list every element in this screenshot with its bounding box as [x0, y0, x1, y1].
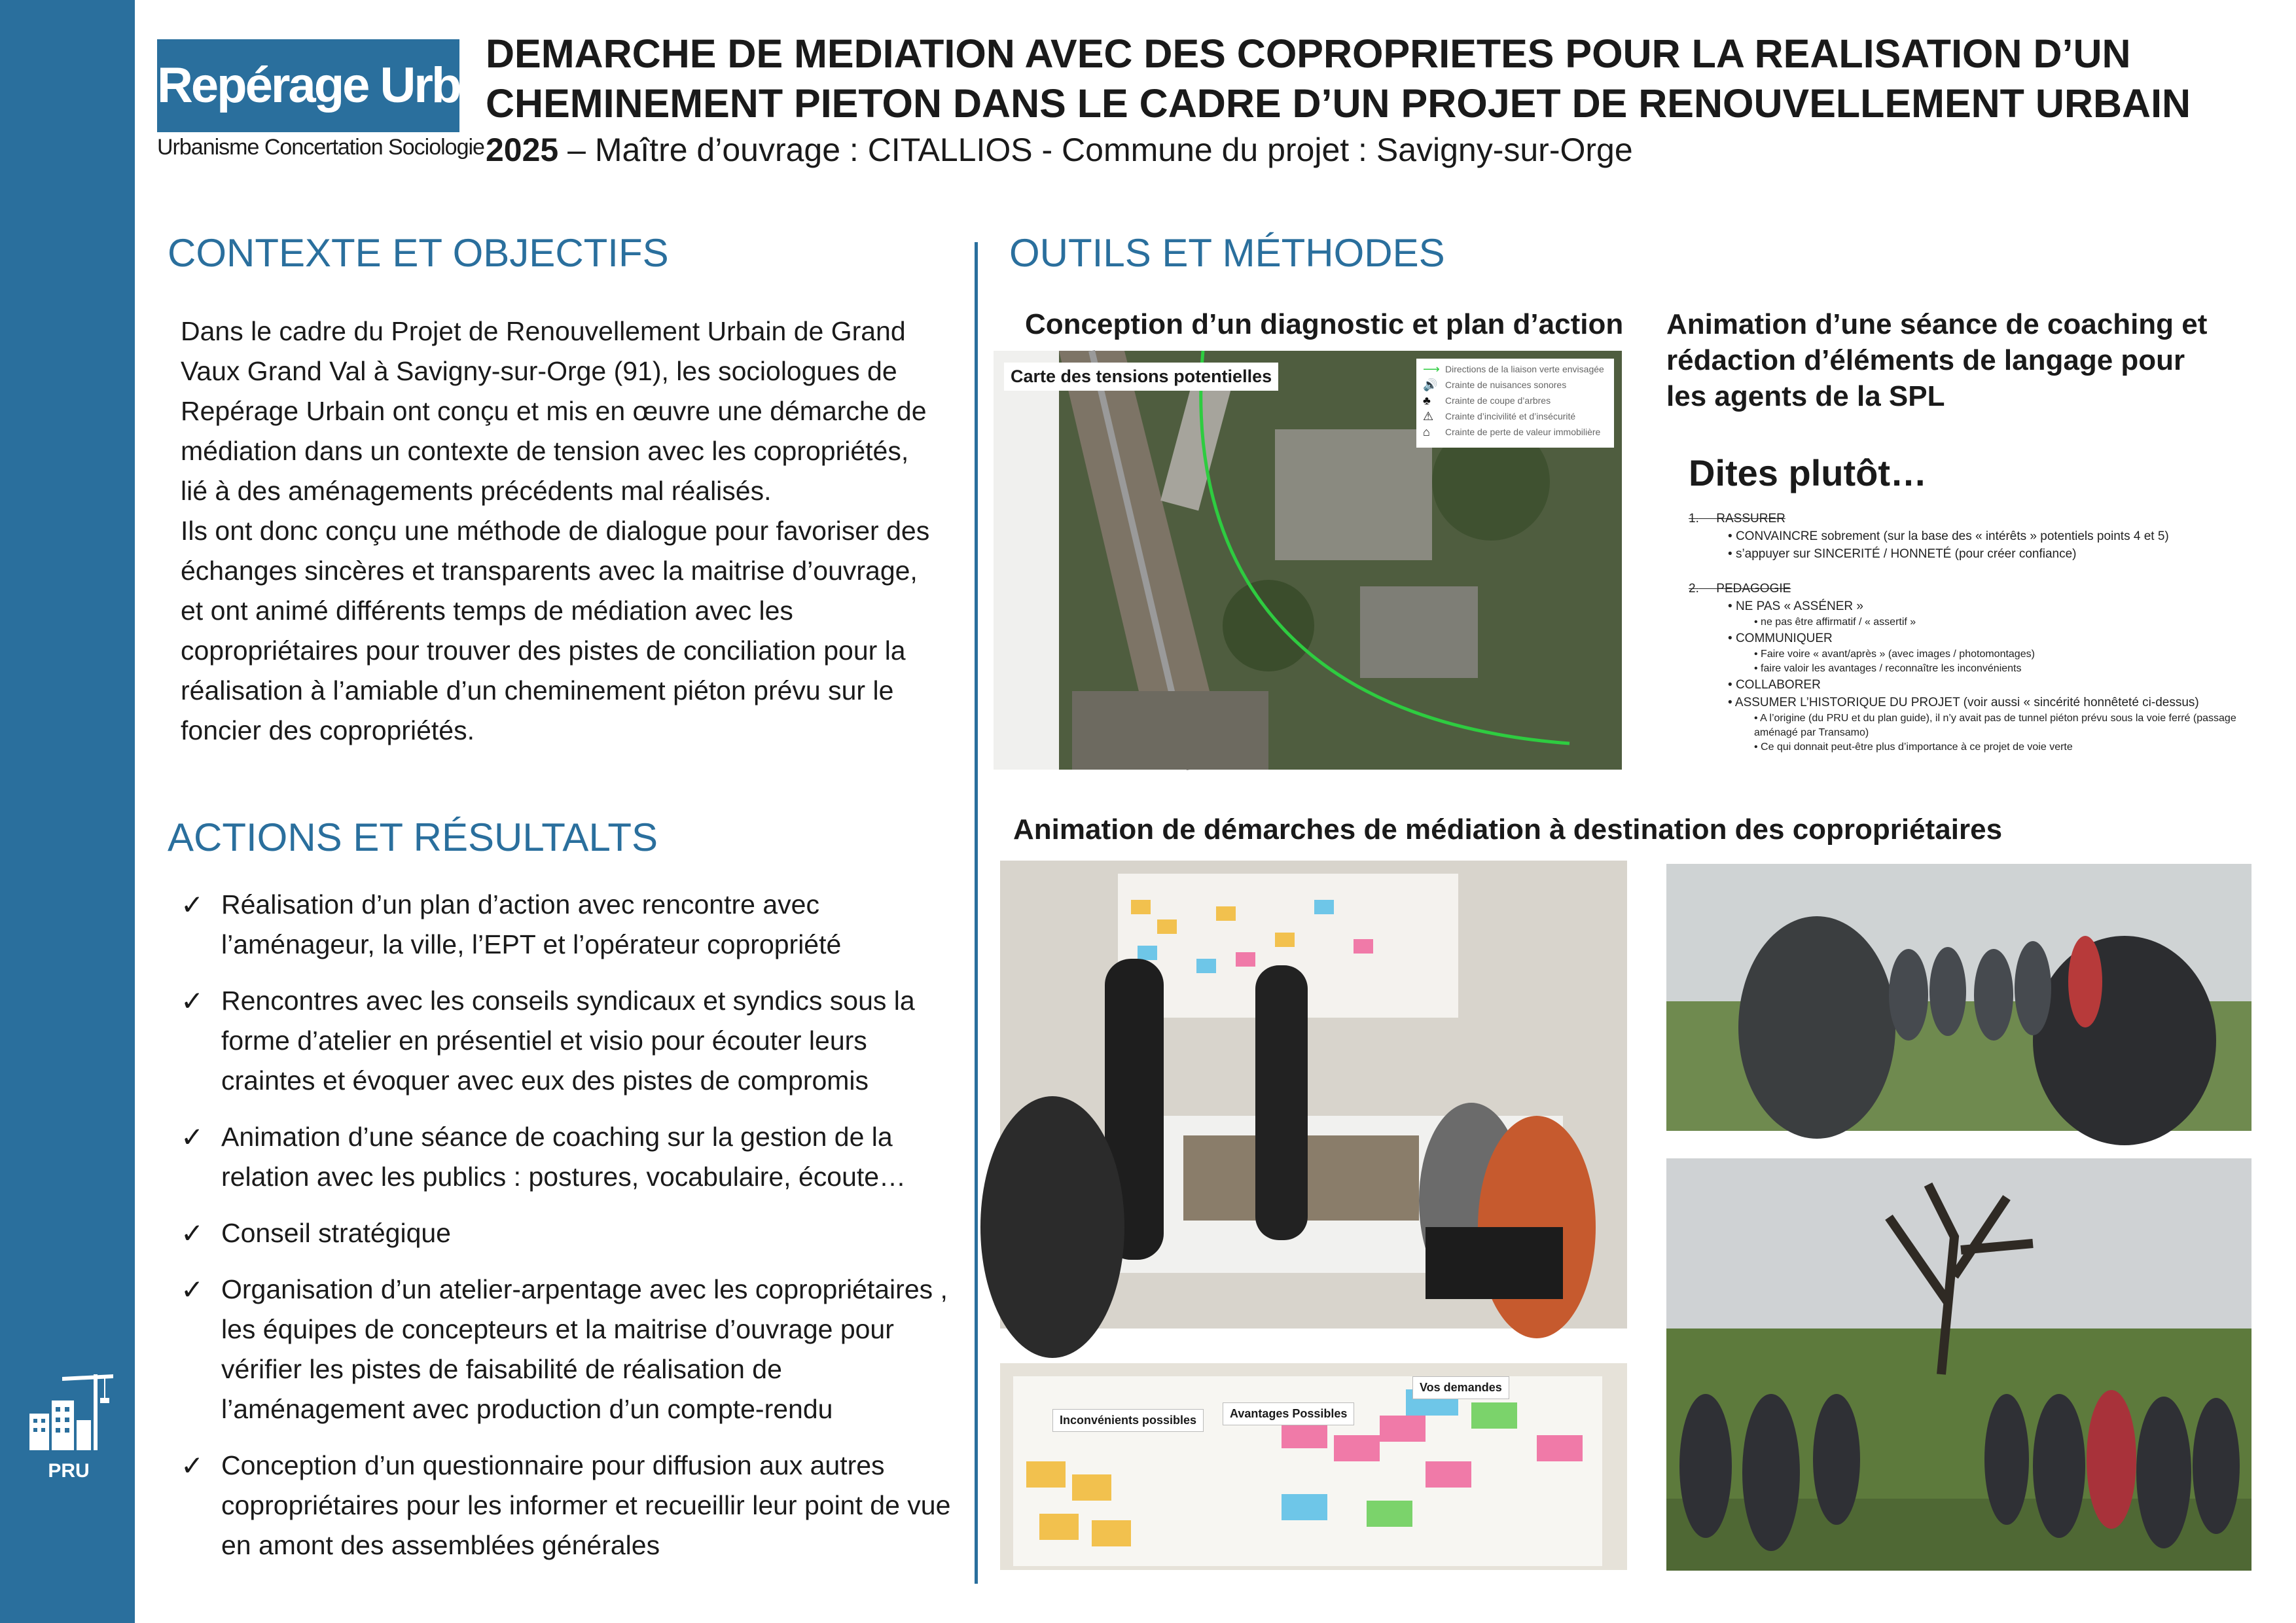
legend-item: [1423, 380, 1607, 391]
legend-item: [1423, 395, 1607, 406]
pru-badge: [20, 1361, 118, 1482]
language-guide-title: Dites plutôt…: [1689, 452, 1927, 493]
context-text: [181, 312, 933, 751]
bullet-text: s’appuyer sur SINCERITÉ / HONNETÉ (pour créer confiance): [1735, 547, 2077, 561]
section-label: PEDAGOGIE: [1716, 582, 1791, 596]
context-heading: CONTEXTE ET OBJECTIFS: [168, 231, 669, 275]
bullet-text: CONVAINCRE sobrement (sur la base des « intérêts » potentiels points 4 et 5): [1735, 529, 2169, 543]
list-item-text: Animation d’une séance de coaching sur la gestion de la relation avec les publics : postures, vocabulaire, écoute…: [221, 1122, 906, 1192]
bullet: • CONVAINCRE sobrement (sur la base des « intérêts » potentiels points 4 et 5): [1728, 529, 2169, 543]
map-title: Carte des tensions potentielles: [1004, 363, 1278, 391]
map-legend: [1416, 359, 1614, 448]
legend-text: Crainte de perte de valeur immobilière: [1445, 427, 1601, 437]
bullet: • COLLABORER: [1728, 678, 1821, 692]
bullet: • ASSUMER L’HISTORIQUE DU PROJET (voir aussi « sincérité honnêteté ci-dessus): [1728, 696, 2199, 709]
legend-text: Crainte de nuisances sonores: [1445, 380, 1567, 390]
list-item: [181, 1446, 953, 1565]
house-value-icon: ⌂: [1423, 425, 1430, 438]
language-guide: [1682, 452, 2271, 755]
page-subtitle: [486, 131, 1633, 169]
check-icon: ✓: [181, 889, 204, 920]
legend-text: Crainte d’incivilité et d’insécurité: [1445, 411, 1576, 421]
tree-icon: ♣: [1423, 394, 1431, 407]
sub-bullet: • A l’origine (du PRU et du plan guide), il n’y avait pas de tunnel piéton prévu sous la voie ferré (passage aménagé par Transamo): [1754, 713, 2236, 738]
diagnostic-caption: Conception d’un diagnostic et plan d’action: [1025, 308, 1624, 340]
sticky-notes-board-photo: [1000, 1363, 1627, 1570]
context-paragraph-1: Dans le cadre du Projet de Renouvellement Urbain de Grand Vaux Grand Val à Savigny-sur-Orge (91), les sociologues de Repérage Urbain ont conçu et mis en œuvre une démarche de médiation dans un contexte de tension avec les copropriétés, lié à des aménagements précédents mal réalisés.: [181, 316, 927, 506]
pru-label: PRU: [48, 1460, 90, 1482]
bullet-text: A l’origine (du PRU et du plan guide), il n’y avait pas de tunnel piéton prévu sous la voie ferré (passage aménagé par Transamo): [1754, 713, 2236, 738]
bullet-text: ne pas être affirmatif / « assertif »: [1761, 616, 1916, 628]
legend-item: [1423, 427, 1607, 438]
check-icon: ✓: [181, 1218, 204, 1249]
legend-text: Directions de la liaison verte envisagée: [1445, 364, 1604, 374]
column-divider: [975, 242, 978, 1584]
board-column-advantages: Avantages Possibles: [1223, 1402, 1354, 1425]
logo: [157, 39, 526, 160]
language-guide-body: [1682, 510, 2271, 755]
logo-name: Repérage Urbain: [157, 39, 459, 132]
section-number: 2.: [1689, 582, 1699, 596]
site-walk-photo-2: [1666, 1158, 2251, 1571]
green-arrow-icon: ⟶: [1423, 363, 1440, 376]
list-item-text: Rencontres avec les conseils syndicaux et syndics sous la forme d’atelier en présentiel et visio pour écouter leurs craintes et évoquer avec eux des pistes de compromis: [221, 986, 915, 1096]
bullet-text: Ce qui donnait peut-être plus d’importance à ce projet de voie verte: [1761, 741, 2073, 753]
coaching-caption: Animation d’une séance de coaching et rédaction d’éléments de langage pour les agents de la SPL: [1666, 308, 2208, 412]
check-icon: ✓: [181, 1450, 204, 1481]
list-item: [181, 1270, 953, 1429]
page-title: [486, 29, 2253, 128]
bullet-text: COMMUNIQUER: [1735, 632, 1833, 645]
speaker-icon: 🔊: [1423, 378, 1438, 391]
sub-bullet: • Ce qui donnait peut-être plus d’importance à ce projet de voie verte: [1754, 741, 2073, 753]
actions-list: [181, 885, 953, 1582]
bullet-text: ASSUMER L’HISTORIQUE DU PROJET (voir aussi « sincérité honnêteté ci-dessus): [1734, 696, 2199, 709]
list-item: [181, 1213, 953, 1253]
project-year: 2025: [486, 132, 559, 168]
tools-heading: OUTILS ET MÉTHODES: [1009, 231, 1445, 275]
section-number: 1.: [1689, 512, 1699, 526]
context-paragraph-2: Ils ont donc conçu une méthode de dialogue pour favoriser des échanges sincères et transparents avec la maitrise d’ouvrage, et ont animé différents temps de médiation avec les copropriétaires pour trouver des pistes de conciliation pour la réalisation à l’amiable d’un cheminement piéton prévu sur le foncier des copropriétés.: [181, 516, 930, 745]
title-line-2: CHEMINEMENT PIETON DANS LE CADRE D’UN PROJET DE RENOUVELLEMENT URBAIN: [486, 81, 2191, 126]
list-item-text: Organisation d’un atelier-arpentage avec les copropriétaires , les équipes de concepteurs et la maitrise d’ouvrage pour vérifier les pistes de faisabilité de réalisation de l’aménagement avec production d’un compte-rendu: [221, 1274, 948, 1424]
board-column-requests: Vos demandes: [1412, 1376, 1509, 1399]
city-crane-icon: [23, 1361, 115, 1453]
bullet: • COMMUNIQUER: [1728, 632, 1833, 645]
list-item-text: Réalisation d’un plan d’action avec rencontre avec l’aménageur, la ville, l’EPT et l’opérateur copropriété: [221, 889, 842, 959]
actions-heading: ACTIONS ET RÉSULTALTS: [168, 815, 658, 859]
bullet-text: Faire voire « avant/après » (avec images / photomontages): [1761, 649, 2035, 660]
bullet-text: faire valoir les avantages / reconnaître les inconvénients: [1761, 663, 2022, 674]
bullet-text: NE PAS « ASSÉNER »: [1735, 599, 1863, 613]
title-line-1: DEMARCHE DE MEDIATION AVEC DES COPROPRIETES POUR LA REALISATION D’UN: [486, 31, 2131, 76]
list-item: [181, 885, 953, 965]
logo-tagline: Urbanisme Concertation Sociologie: [157, 135, 484, 160]
legend-text: Crainte de coupe d’arbres: [1445, 395, 1551, 406]
board-column-disadvantages: Inconvénients possibles: [1052, 1409, 1204, 1432]
bullet: • s’appuyer sur SINCERITÉ / HONNETÉ (pour créer confiance): [1728, 547, 2077, 561]
list-item-text: Conseil stratégique: [221, 1218, 451, 1248]
sub-bullet: • ne pas être affirmatif / « assertif »: [1754, 616, 1916, 628]
bullet-text: COLLABORER: [1735, 678, 1821, 692]
tension-map: [994, 351, 1622, 770]
list-item: [181, 981, 953, 1101]
sub-bullet: • faire valoir les avantages / reconnaître les inconvénients: [1754, 663, 2022, 674]
sub-bullet: • Faire voire « avant/après » (avec images / photomontages): [1754, 649, 2035, 660]
bullet: • NE PAS « ASSÉNER »: [1728, 599, 1863, 613]
check-icon: ✓: [181, 986, 204, 1016]
subtitle-details: – Maître d’ouvrage : CITALLIOS - Commune du projet : Savigny-sur-Orge: [558, 132, 1633, 168]
check-icon: ✓: [181, 1122, 204, 1152]
list-item-text: Conception d’un questionnaire pour diffusion aux autres copropriétaires pour les informer et recueillir leur point de vue en amont des assemblées générales: [221, 1450, 951, 1560]
mediation-caption: Animation de démarches de médiation à destination des copropriétaires: [1013, 813, 2003, 846]
check-icon: ✓: [181, 1274, 204, 1305]
incivility-icon: ⚠: [1423, 410, 1434, 423]
section-label: RASSURER: [1716, 512, 1785, 526]
legend-item: [1423, 411, 1607, 422]
legend-item: [1423, 364, 1607, 375]
workshop-photo: [1000, 861, 1627, 1329]
site-walk-photo-1: [1666, 864, 2251, 1131]
list-item: [181, 1117, 953, 1197]
